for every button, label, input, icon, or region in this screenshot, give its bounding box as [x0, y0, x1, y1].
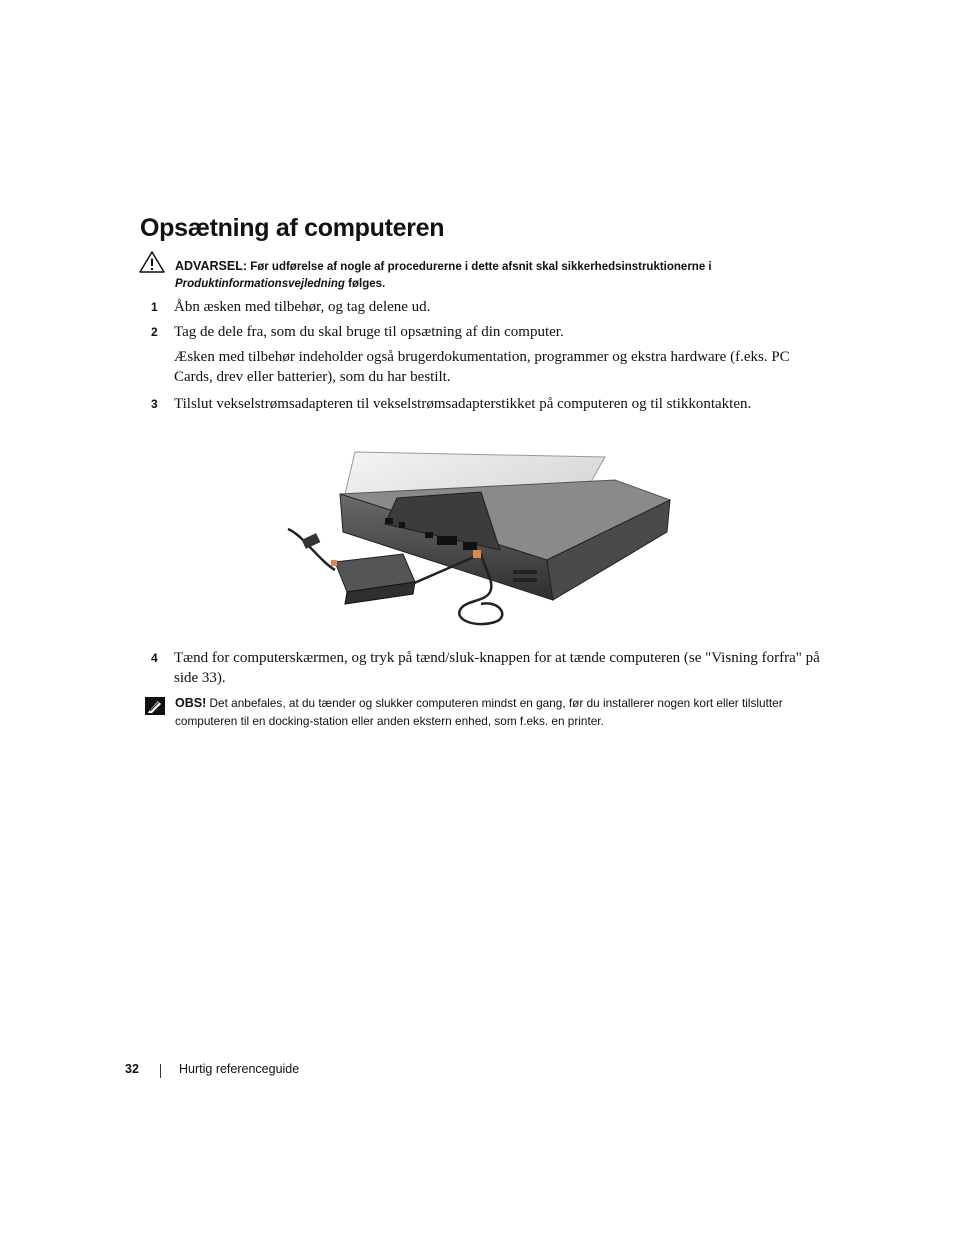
step-text-3: Tilslut vekselstrømsadapteren til vekselstrømsadapterstikket på computeren og til stikkontakten.: [174, 396, 752, 412]
page-title: Opsætning af computeren: [140, 214, 445, 242]
step-number-3: 3: [151, 397, 158, 411]
footer-divider: [160, 1064, 161, 1078]
warning-guide-name: Produktinformationsvejledning: [175, 278, 345, 290]
step-number-4: 4: [151, 651, 158, 665]
step-text-1: Åbn æsken med tilbehør, og tag delene ud.: [174, 299, 431, 315]
step-text-4: Tænd for computerskærmen, og tryk på tænd/sluk-knappen for at tænde computeren (se "Visning forfra" på side 33).: [174, 650, 820, 686]
step-text-2: Tag de dele fra, som du skal bruge til opsætning af din computer.: [174, 324, 564, 340]
warning-body: Før udførelse af nogle af procedurerne i dette afsnit skal sikkerhedsinstruktionerne i: [250, 261, 712, 273]
note-pencil-icon: [144, 696, 166, 716]
step-2-details: Æsken med tilbehør indeholder også brugerdokumentation, programmer og ekstra hardware (f.eks. PC Cards, drev eller batterier), som du har bestilt.: [174, 349, 790, 385]
step-number-1: 1: [151, 300, 158, 314]
warning-icon: [138, 250, 166, 274]
note-body: Det anbefales, at du tænder og slukker computeren mindst en gang, før du installerer nogen kort eller tilslutter computeren til en docking-station eller anden ekstern enhed, som f.eks. en printer.: [175, 696, 783, 728]
warning-label: ADVARSEL:: [175, 259, 247, 273]
page-number: 32: [125, 1062, 139, 1076]
step-number-2: 2: [151, 325, 158, 339]
warning-end: følges.: [348, 278, 386, 290]
footer-guide-title: Hurtig referenceguide: [179, 1062, 300, 1076]
note-text: [175, 694, 815, 730]
laptop-ac-adapter-illustration: [285, 432, 685, 632]
warning-text: [175, 258, 825, 293]
note-label: OBS!: [175, 696, 207, 710]
